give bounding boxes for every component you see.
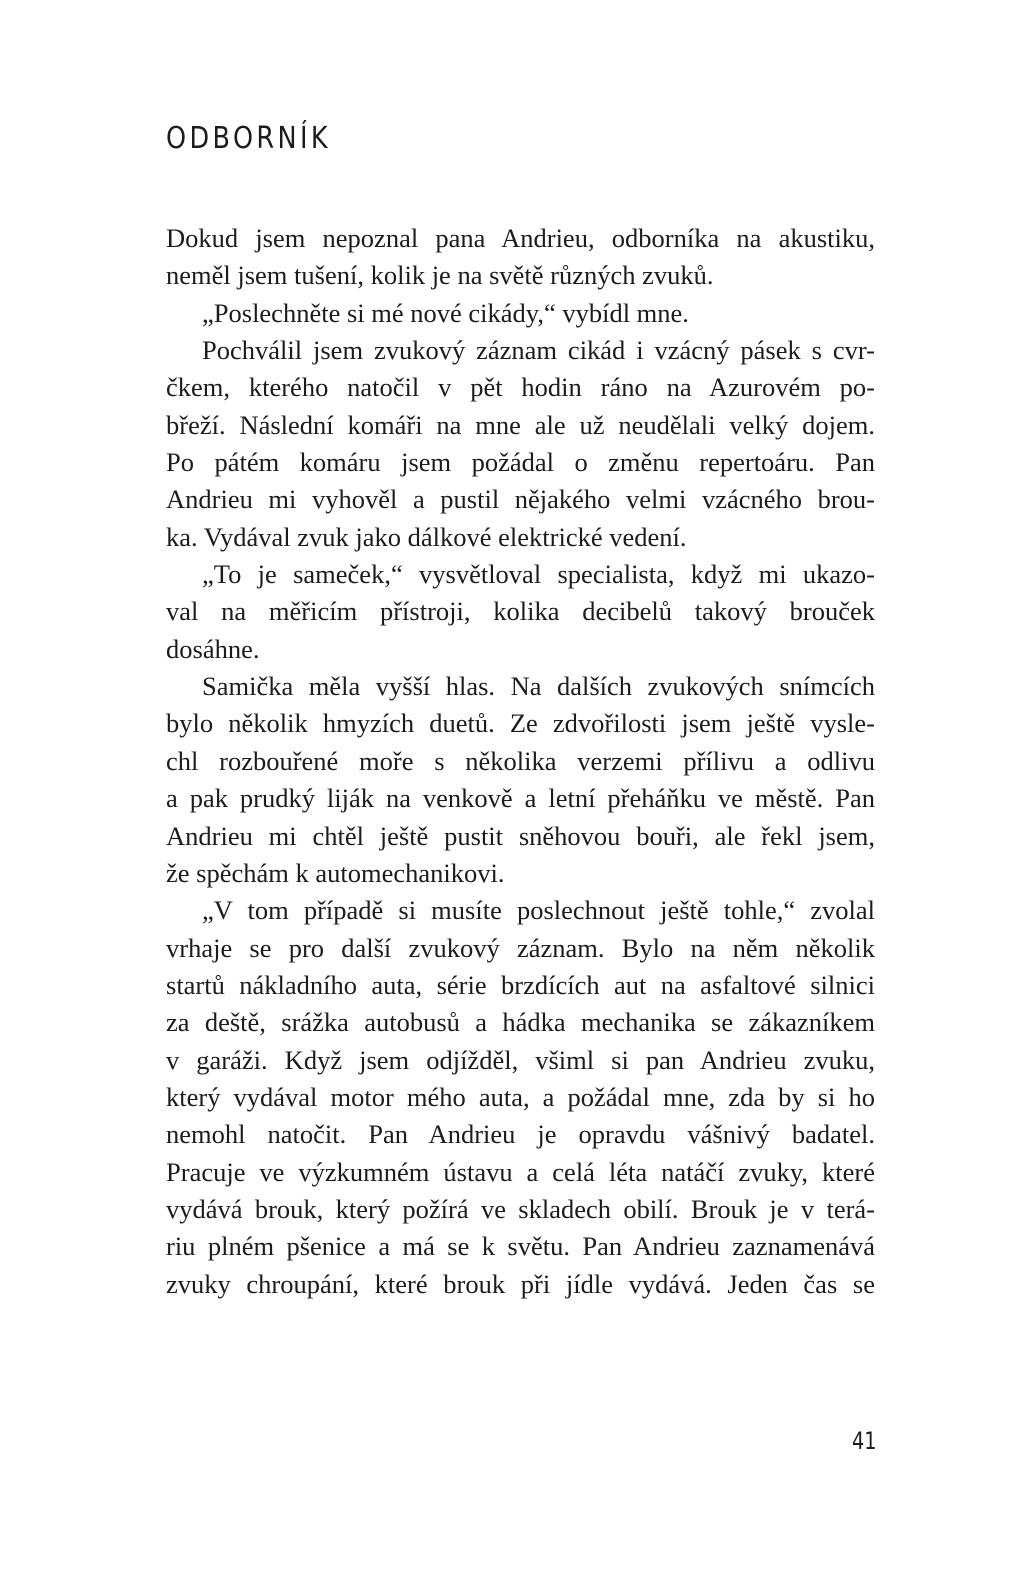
text-line: „Poslechněte si mé nové cikády,“ vybídl mne. <box>202 297 689 328</box>
text-line: Andrieu mi chtěl ještě pustit sněhovou bouři, ale řekl jsem, <box>166 820 875 851</box>
text-line: dosáhne. <box>166 633 260 664</box>
text-line: neměl jsem tušení, kolik je na světě různých zvuků. <box>166 260 714 291</box>
text-line: riu plném pšenice a má se k světu. Pan Andrieu zaznamenává <box>166 1231 875 1262</box>
text-line: břeží. Následní komáři na mne ale už neudělali velký dojem. <box>166 409 875 440</box>
text-line: bylo několik hmyzích duetů. Ze zdvořilosti jsem ještě vysle- <box>166 708 875 739</box>
text-line: startů nákladního auta, série brzdících aut na asfaltové silnici <box>166 969 875 1000</box>
text-line: Po pátém komáru jsem požádal o změnu repertoáru. Pan <box>166 447 875 478</box>
text-line: „To je sameček,“ vysvětloval specialista, když mi ukazo- <box>202 559 875 590</box>
text-line: val na měřicím přístroji, kolika decibelů takový brouček <box>166 596 875 627</box>
text-line: zvuky chroupání, které brouk při jídle vydává. Jeden čas se <box>166 1268 875 1299</box>
text-line: Andrieu mi vyhověl a pustil nějakého velmi vzácného brou- <box>166 484 875 515</box>
chapter-title: ODBORNÍK <box>166 121 332 156</box>
text-line: vydává brouk, který požírá ve skladech obilí. Brouk je v terá- <box>166 1193 875 1224</box>
page-number: 41 <box>852 1427 877 1455</box>
text-line: Pracuje ve výzkumném ústavu a celá léta natáčí zvuky, které <box>166 1156 875 1187</box>
text-line: a pak prudký liják na venkově a letní přeháňku ve městě. Pan <box>166 783 875 814</box>
text-line: Dokud jsem nepoznal pana Andrieu, odborníka na akustiku, <box>166 223 875 253</box>
text-line: čkem, kterého natočil v pět hodin ráno na Azurovém po- <box>166 372 875 403</box>
text-line: ka. Vydával zvuk jako dálkové elektrické vedení. <box>166 521 687 552</box>
text-line: za deště, srážka autobusů a hádka mechanika se zákazníkem <box>166 1007 875 1038</box>
text-line: „V tom případě si musíte poslechnout ještě tohle,“ zvolal <box>202 895 875 926</box>
text-line: Samička měla vyšší hlas. Na dalších zvukových snímcích <box>202 671 875 702</box>
text-line: v garáži. Když jsem odjížděl, všiml si pan Andrieu zvuku, <box>166 1044 875 1075</box>
text-line: nemohl natočit. Pan Andrieu je opravdu vášnivý badatel. <box>166 1119 875 1150</box>
text-line: Pochválil jsem zvukový záznam cikád i vzácný pásek s cvr- <box>202 335 875 366</box>
text-line: chl rozbouřené moře s několika verzemi přílivu a odlivu <box>166 745 875 776</box>
text-line: že spěchám k automechanikovi. <box>166 857 505 888</box>
body-text <box>166 220 875 1303</box>
text-line: který vydával motor mého auta, a požádal mne, zda by si ho <box>166 1081 875 1112</box>
text-line: vrhaje se pro další zvukový záznam. Bylo na něm několik <box>166 932 875 963</box>
